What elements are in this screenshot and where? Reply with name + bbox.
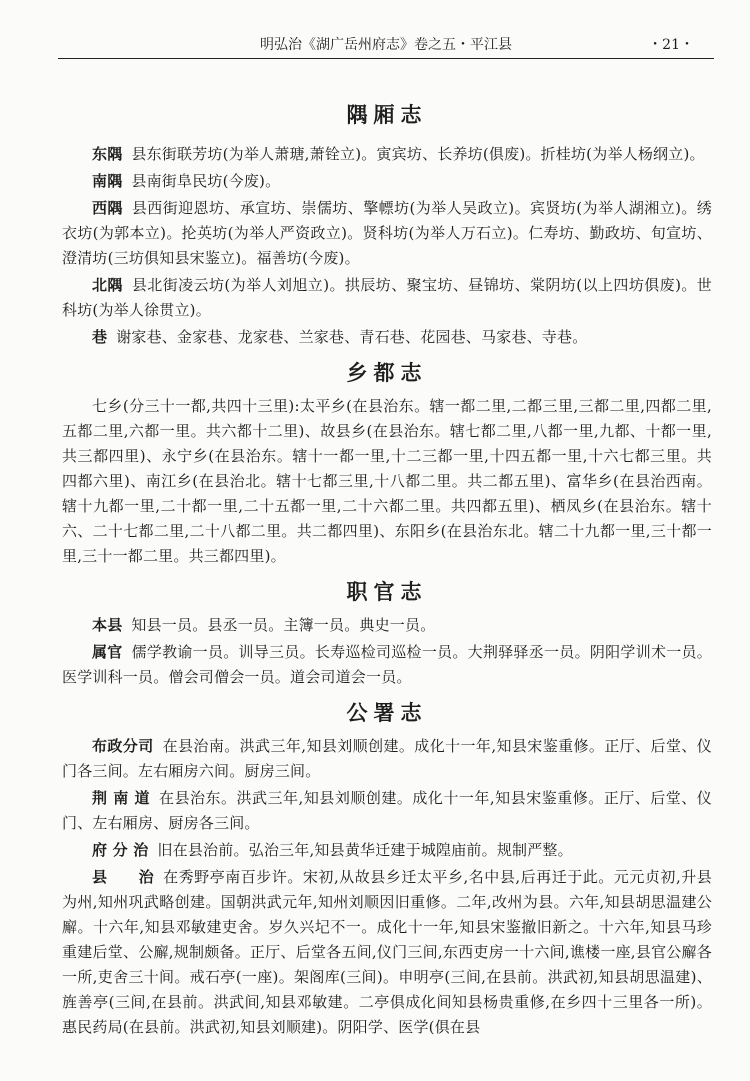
entry-text: 县东街联芳坊(为举人萧瑭,萧铨立)。寅宾坊、长养坊(俱废)。折桂坊(为举人杨纲立)。 [131, 145, 705, 163]
entry-paragraph [62, 734, 712, 784]
entry-paragraph [62, 325, 712, 350]
entry-paragraph [62, 196, 712, 271]
entry-text: 在秀野亭南百步许。宋初,从故县乡迁太平乡,名中县,后再迁于此。元元贞初,升县为州,知州巩武略创建。国朝洪武元年,知州刘顺因旧重修。二年,改州为县。六年,知县胡思温建公廨。十六年,知县邓敏建吏舍。岁久兴圮不一。成化十一年,知县宋鉴撤旧新之。十六年,知县马珍重建后堂、公廨,规制颇备。正厅、后堂各五间,仪门三间,东西吏房一十六间,谯楼一座,县官公廨各一所,吏舍三十间。戒石亭(一座)。架阁库(三间)。申明亭(三间,在县前。洪武初,知县胡思温建)、旌善亭(三间,在县前。洪武间,知县邓敏建。二亭俱成化间知县杨贵重修,在乡四十三里各一所)。惠民药局(在县前。洪武初,知县刘顺建)。阴阳学、医学(俱在县 [62, 868, 712, 1036]
entry-text: 在县治南。洪武三年,知县刘顺创建。成化十一年,知县宋鉴重修。正厅、后堂、仪门各三间。左右厢房六间。厨房三间。 [62, 737, 712, 780]
entry-label: 南隅 [92, 172, 123, 190]
running-header [58, 34, 714, 56]
entry-label: 属官 [92, 643, 123, 661]
entry-paragraph [62, 169, 712, 194]
entry-paragraph [62, 838, 712, 863]
entry-label: 荆 南 道 [92, 789, 150, 807]
page-number: ・21・ [648, 37, 694, 53]
entry-label: 本县 [92, 616, 123, 634]
entry-text: 七乡(分三十一都,共四十三里):太平乡(在县治东。辖一都二里,二都三里,三都二里,四都二里,五都二里,六都一里。共六都十二里)、故县乡(在县治东。辖七都二里,八都一里,九都、十都一里,共三都四里)、永宁乡(在县治东。辖十一都一里,十二三都一里,十四五都一里,十六七都三里。共四都六里)、南江乡(在县治北。辖十七都三里,十八都二里。共二都五里)、富华乡(在县治西南。辖十九都一里,二十都一里,二十五都一里,二十六都二里。共四都五里)、栖凤乡(在县治东。辖十六、二十七都二里,二十八都二里。共二都四里)、东阳乡(在县治东北。辖二十九都一里,三十都一里,三十一都二里。共三都四里)。 [62, 397, 712, 565]
entry-label: 县 治 [92, 868, 155, 886]
section-title: 乡都志 [346, 361, 428, 385]
page-body [62, 92, 712, 1042]
running-header-title: 明弘治《湖广岳州府志》卷之五・平江县 [260, 37, 512, 53]
entry-text: 在县治东。洪武三年,知县刘顺创建。成化十一年,知县宋鉴重修。正厅、后堂、仪门、左右厢房、厨房各三间。 [62, 789, 712, 832]
entry-paragraph [62, 273, 712, 323]
entry-text: 县南街阜民坊(今废)。 [131, 172, 281, 190]
entry-paragraph [62, 786, 712, 836]
entry-label: 北隅 [92, 276, 123, 294]
entry-paragraph [62, 640, 712, 690]
entry-label: 布政分司 [92, 737, 154, 755]
header-rule [58, 58, 714, 59]
section-title: 公署志 [346, 701, 428, 725]
entry-label: 府 分 治 [92, 841, 149, 859]
entry-text: 儒学教谕一员。训导三员。长寿巡检司巡检一员。大荆驿驿丞一员。阴阳学训术一员。医学训科一员。僧会司僧会一员。道会司道会一员。 [62, 643, 712, 686]
entry-paragraph [62, 613, 712, 638]
entry-label: 东隅 [92, 145, 123, 163]
entry-text: 县西街迎恩坊、承宣坊、崇儒坊、擎幖坊(为举人吴政立)。宾贤坊(为举人湖湘立)。绣衣坊(为郭本立)。抡英坊(为举人严资政立)。贤科坊(为举人万石立)。仁寿坊、勤政坊、旬宣坊、澄清坊(三坊俱知县宋鉴立)。福善坊(今废)。 [62, 199, 712, 267]
entry-text: 旧在县治前。弘治三年,知县黄华迁建于城隍庙前。规制严整。 [157, 841, 573, 859]
section-title: 职官志 [346, 580, 428, 604]
entry-paragraph [62, 142, 712, 167]
entry-text: 谢家巷、金家巷、龙家巷、兰家巷、青石巷、花园巷、马家巷、寺巷。 [116, 328, 588, 346]
entry-text: 知县一员。县丞一员。主簿一员。典史一员。 [131, 616, 436, 634]
entry-paragraph [62, 394, 712, 569]
entry-text: 县北街凌云坊(为举人刘旭立)。拱辰坊、聚宝坊、昼锦坊、棠阴坊(以上四坊俱废)。世科坊(为举人徐贯立)。 [62, 276, 712, 319]
entry-paragraph [62, 865, 712, 1040]
section-title: 隅厢志 [346, 103, 428, 127]
entry-label: 巷 [92, 328, 108, 346]
entry-label: 西隅 [92, 199, 123, 217]
